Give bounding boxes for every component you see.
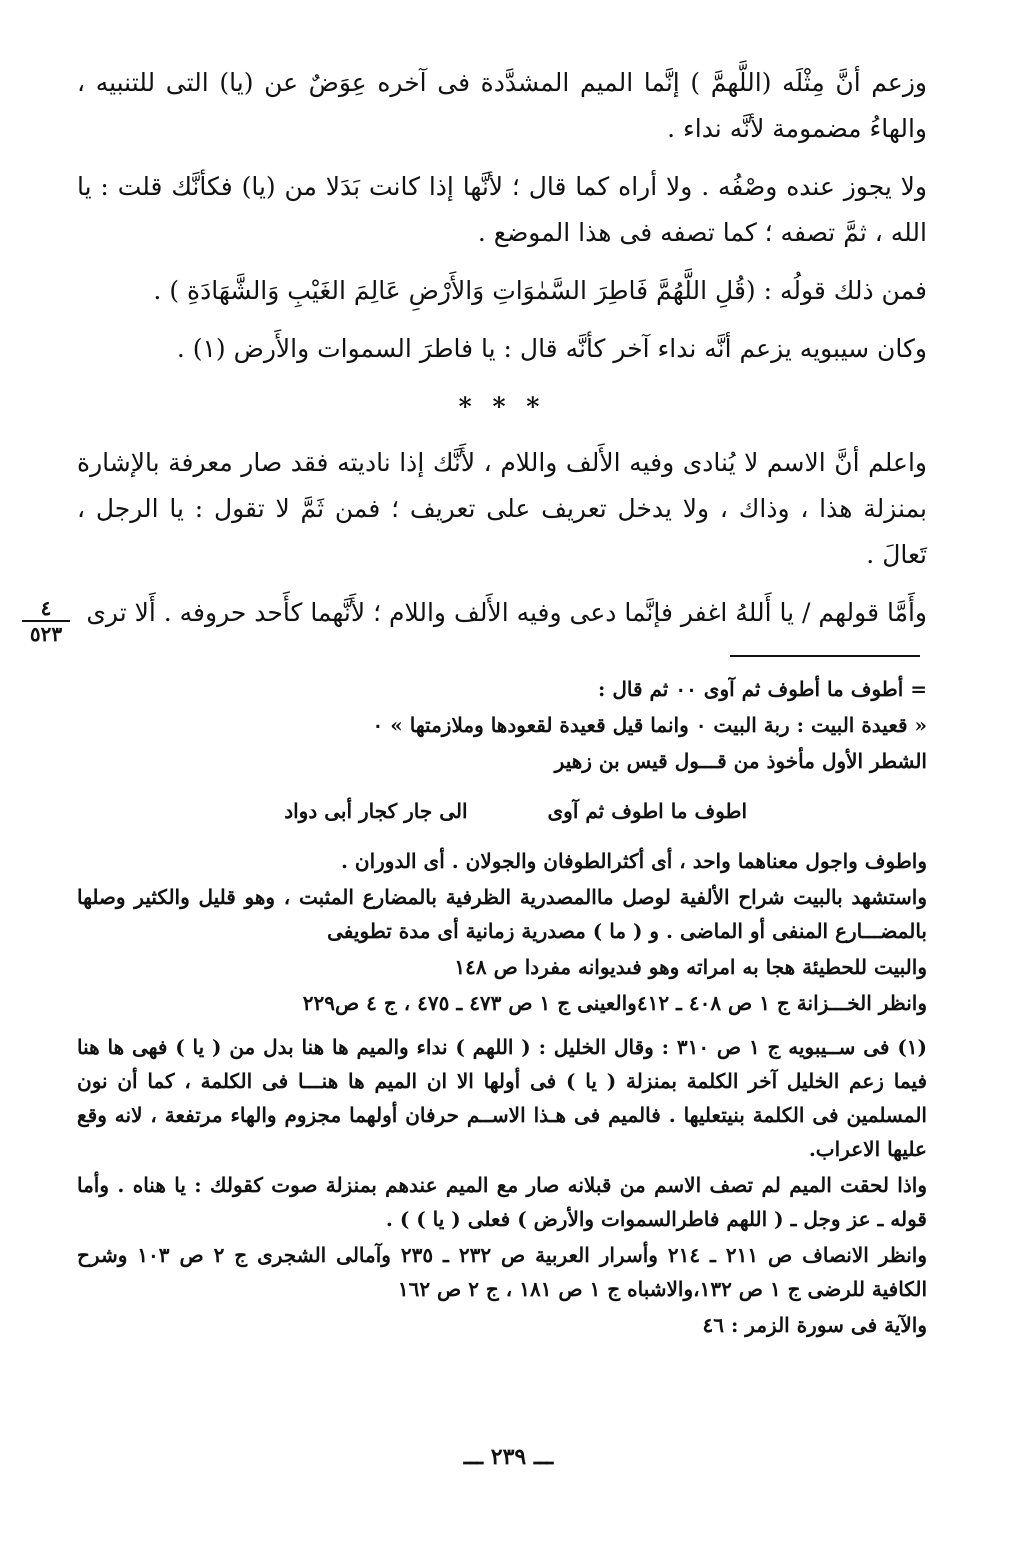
- margin-reference-top: ٤: [22, 596, 70, 622]
- footnotes: [77, 672, 927, 1344]
- main-text: [77, 60, 927, 648]
- footnote-line: والبيت للحطيئة هجا به امراته وهو فىديوانه مفردا ص ١٤٨: [454, 955, 927, 979]
- margin-reference-bottom: ٥٢٣: [29, 622, 63, 646]
- footnote-line: « قعيدة البيت : ربة البيت ٠ وانما قيل قعيدة لقعودها وملازمتها » ٠: [372, 713, 927, 737]
- footnote-line: = أطوف ما أطوف ثم آوى ٠٠ ثم قال :: [598, 677, 927, 701]
- footnote-line: واستشهد بالبيت شراح الألفية لوصل ماالمصدرية الظرفية بالمضارع المثبت ، وهو قليل والكثير وصلها بالمضـــارع المنفى أو الماضى . و ( ما ) مصدرية زمانية أى مدة تطويفى: [77, 885, 927, 943]
- paragraph-3: فمن ذلك قولُه : (قُلِ اللَّهُمَّ فَاطِرَ السَّمٰوَاتِ وَالأَرْضِ عَالِمَ الغَيْبِ وَالشَّهَادَةِ ) .: [153, 276, 927, 305]
- section-separator: * * *: [458, 392, 546, 421]
- verse-second-hemistich: الى جار كجار أبى دواد: [284, 799, 468, 823]
- footnote-line: وانظر الخـــزانة ج ١ ص ٤٠٨ ـ ٤١٢والعينى ج ١ ص ٤٧٣ ـ ٤٧٥ ، ج ٤ ص٢٢٩: [302, 991, 927, 1015]
- paragraph-4: وكان سيبويه يزعم أنَّه نداء آخر كأنَّه قال : يا فاطرَ السموات والأَرض (١) .: [176, 334, 927, 363]
- paragraph-6: وأَمَّا قولهم / يا أَللهُ اغفر فإنَّما دعى وفيه الأَلف واللام ؛ لأَنَّهما كأَحد حروفه . أَلا ترى: [86, 598, 927, 627]
- paragraph-5: واعلم أنَّ الاسم لا يُنادى وفيه الأَلف واللام ، لأَنَّك إذا ناديته فقد صار معرفة بالإشارة بمنزلة هذا ، وذاك ، ولا يدخل تعريف على تعريف ؛ فمن ثَمَّ لا تقول : يا الرجل ، تَعالَ .: [77, 448, 927, 569]
- footnote-line: وانظر الانصاف ص ٢١١ ـ ٢١٤ وأسرار العربية ص ٢٣٢ ـ ٢٣٥ وآمالى الشجرى ج ٢ ص ١٠٣ وشرح الكافية للرضى ج ١ ص ١٣٢،والاشباه ج ١ ص ١٨١ ، ج ٢ ص ١٦٢: [77, 1243, 927, 1301]
- verse-first-hemistich: اطوف ما اطوف ثم آوى: [547, 799, 747, 823]
- paragraph-1: وزعم أنَّ مِثْلَه (اللَّهمَّ ) إنَّما الميم المشدَّدة فى آخره عِوَضٌ عن (يا) التى للتنبيه ، والهاءُ مضمومة لأنَّه نداء .: [77, 68, 927, 143]
- page-number: ـــ ٢٣٩ ـــ: [463, 1444, 554, 1470]
- poetry-verse: [77, 794, 927, 828]
- paragraph-2: ولا يجوز عنده وصْفُه . ولا أراه كما قال ؛ لأنَّها إذا كانت بَدَلا من (يا) فكأنَّك قلت : يا الله ، ثمَّ تصفه ؛ كما تصفه فى هذا الموضع .: [77, 172, 927, 247]
- footnote-divider: [730, 655, 920, 657]
- footnote-line: والآية فى سورة الزمر : ٤٦: [702, 1313, 927, 1337]
- footnote-1: (١) فى ســيبويه ج ١ ص ٣١٠ : وقال الخليل : ( اللهم ) نداء والميم ها هنا بدل من ( يا ) فهى ها هنا فيما زعم الخليل آخر الكلمة بمنزلة ( يا ) فى أولها الا ان الميم ها هنـــا فى الكلمة ، كما أن نون المسلمين فى الكلمة بنيتعليها . فالميم فى هـذا الاســم حرفان أولهما مجزوم والهاء مرتفعة ، لانه وقع عليها الاعراب.: [77, 1035, 928, 1161]
- margin-page-reference: [22, 596, 70, 646]
- footnote-line: الشطر الأول مأخوذ من قـــول قيس بن زهير: [554, 749, 927, 773]
- footnote-line: واذا لحقت الميم لم تصف الاسم من قبلانه صار مع الميم عندهم بمنزلة صوت كقولك : يا هناه . وأما قوله ـ عز وجل ـ ( اللهم فاطرالسموات والأرض ) فعلى ( يا ) ) .: [77, 1173, 927, 1231]
- footnote-line: واطوف واجول معناهما واحد ، أى أكثرالطوفان والجولان . أى الدوران .: [340, 849, 927, 873]
